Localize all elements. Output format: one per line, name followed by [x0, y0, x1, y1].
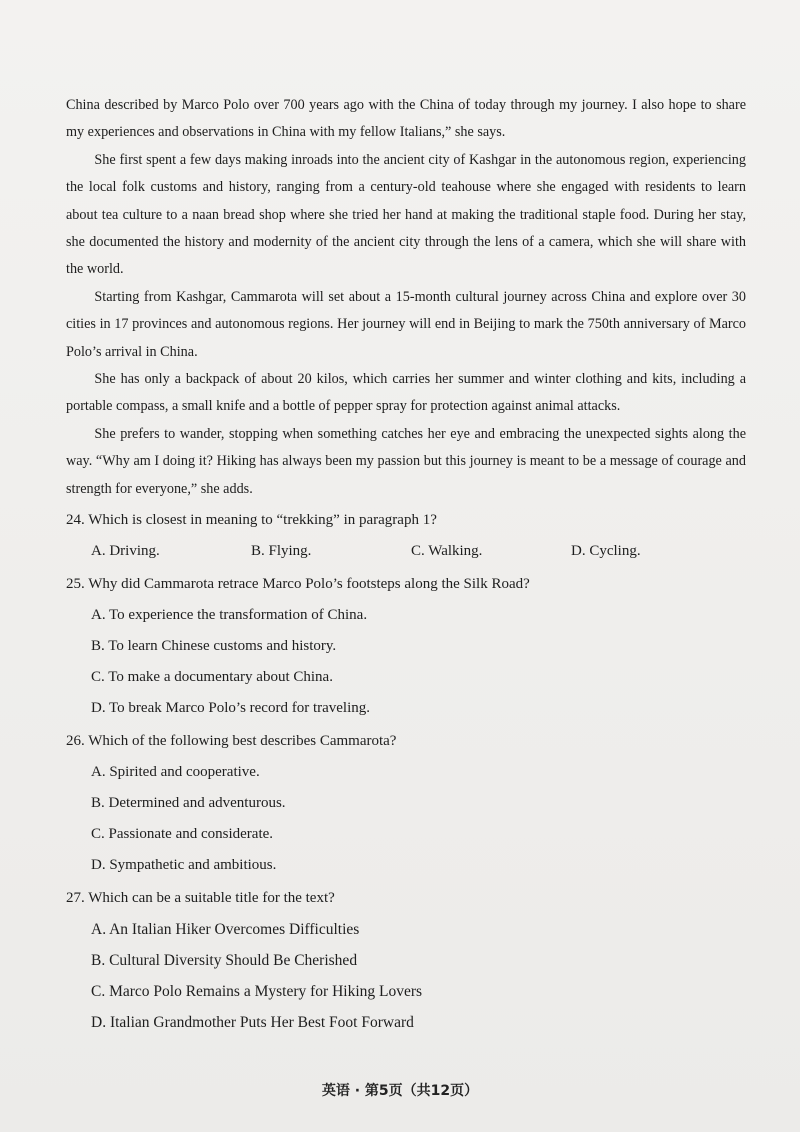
question-27: [66, 883, 746, 1038]
option-d: D. Sympathetic and ambitious.: [91, 857, 277, 874]
reading-passage: [66, 92, 746, 503]
option-b: B. To learn Chinese customs and history.: [91, 638, 337, 655]
option-d: D. To break Marco Polo’s record for traveling.: [91, 700, 371, 717]
question-25: [66, 569, 746, 724]
page-content: [66, 92, 746, 1038]
page-footer: 英语 · 第5页（共12页）: [321, 1083, 479, 1099]
question-24: [66, 505, 746, 567]
option-c: C. Walking.: [411, 543, 483, 560]
question-stem: 26. Which of the following best describes Cammarota?: [66, 733, 397, 750]
question-stem: 25. Why did Cammarota retrace Marco Polo’s footsteps along the Silk Road?: [66, 576, 530, 593]
option-a: A. To experience the transformation of China.: [91, 607, 368, 624]
paragraph: She first spent a few days making inroads into the ancient city of Kashgar in the autonomous region, experiencing the local folk customs and history, ranging from a century-old teahouse where she engaged with residents to learn about tea culture to a naan bread shop where she tried her hand at making the traditional staple food. During her stay, she documented the history and modernity of the ancient city through the lens of a camera, which she will share with the world.: [66, 151, 746, 278]
option-b: B. Flying.: [251, 543, 312, 560]
option-a: A. An Italian Hiker Overcomes Difficulties: [91, 921, 360, 939]
paragraph: Starting from Kashgar, Cammarota will set about a 15-month cultural journey across China and explore over 30 cities in 17 provinces and autonomous regions. Her journey will end in Beijing to mark the 750th anniversary of Marco Polo’s arrival in China.: [66, 288, 746, 360]
options-row: [66, 536, 746, 567]
option-c: C. To make a documentary about China.: [91, 669, 333, 686]
paragraph: She prefers to wander, stopping when something catches her eye and embracing the unexpected sights along the way. “Why am I doing it? Hiking has always been my passion but this journey is meant to be a message of courage and strength for everyone,” she adds.: [66, 425, 746, 497]
option-d: D. Italian Grandmother Puts Her Best Foot Forward: [91, 1014, 414, 1032]
option-b: B. Cultural Diversity Should Be Cherished: [91, 952, 358, 970]
option-c: C. Passionate and considerate.: [91, 826, 274, 843]
paragraph: She has only a backpack of about 20 kilos, which carries her summer and winter clothing and kits, including a portable compass, a small knife and a bottle of pepper spray for protection against animal attacks.: [66, 371, 746, 415]
option-d: D. Cycling.: [571, 543, 641, 560]
question-stem: 24. Which is closest in meaning to “trekking” in paragraph 1?: [66, 512, 437, 529]
question-stem: 27. Which can be a suitable title for the text?: [66, 890, 335, 907]
option-a: A. Spirited and cooperative.: [91, 764, 260, 781]
paragraph: China described by Marco Polo over 700 years ago with the China of today through my journey. I also hope to share my experiences and observations in China with my fellow Italians,” she says.: [66, 97, 746, 141]
option-c: C. Marco Polo Remains a Mystery for Hiking Lovers: [91, 983, 423, 1001]
question-26: [66, 726, 746, 881]
option-a: A. Driving.: [91, 543, 160, 560]
option-b: B. Determined and adventurous.: [91, 795, 286, 812]
